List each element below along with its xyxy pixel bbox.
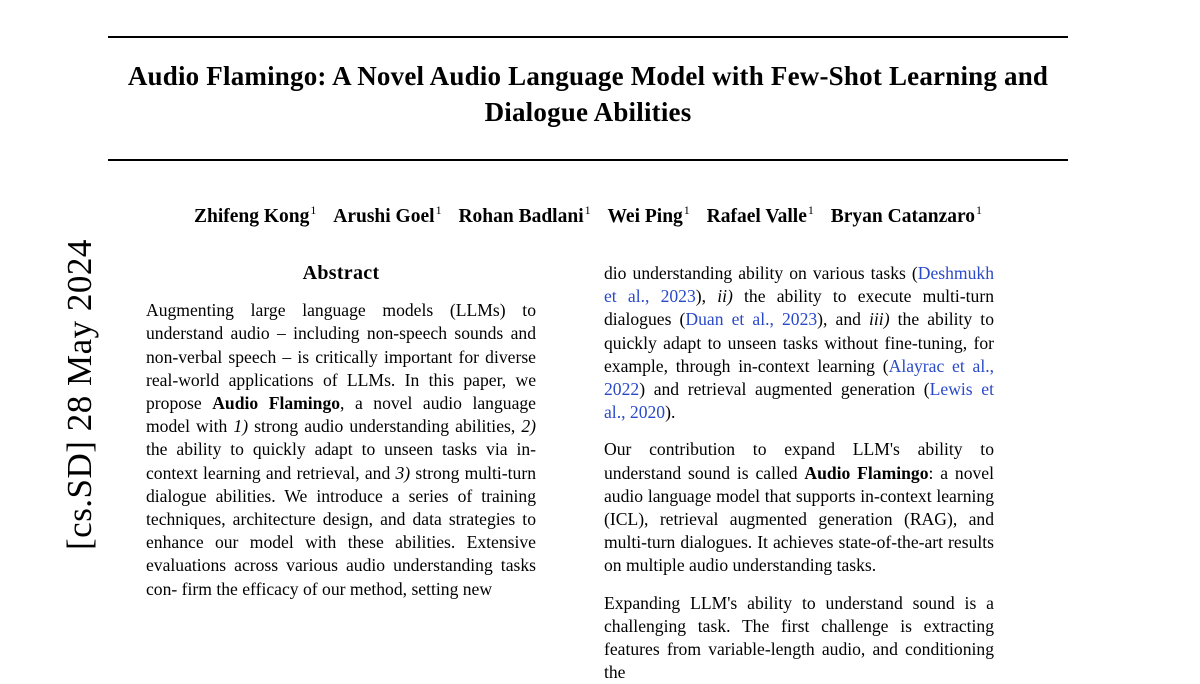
abstract-model-name: Audio Flamingo (212, 393, 341, 414)
abstract-text: strong multi-turn dialogue abilities. We introduce a series of training techniques, architecture design, and data strategies to enhance our model with these abilities. Extensive evaluations across various audio understanding tasks con- (146, 462, 536, 599)
body-text: ). (665, 402, 676, 423)
intro-paragraph-1 (604, 262, 994, 424)
title-rule-top (108, 36, 1068, 38)
author-name: Rafael Valle (706, 205, 807, 227)
enum-ii: ii) (717, 286, 733, 307)
author (607, 203, 690, 227)
body-text: ), and (817, 309, 870, 330)
abstract-text: Augmenting large language models (LLMs) to understand audio – including non-speech sounds and non-verbal speech – is critically important for diverse real-world applications of LLMs. In this paper, we propose (146, 300, 536, 414)
citation-link[interactable]: Lewis et al., 2020 (604, 379, 995, 423)
author-affiliation: 1 (976, 203, 983, 217)
abstract-enum-2: 2) (521, 416, 536, 437)
intro-paragraph-3 (604, 592, 994, 684)
author (706, 203, 814, 227)
author-affiliation: 1 (683, 203, 690, 217)
citation-link[interactable]: Duan et al., 2023 (685, 309, 818, 330)
author-name: Wei Ping (607, 205, 683, 227)
paper-page (100, 0, 1200, 683)
citation-link[interactable]: Deshmukh et al., 2023 (604, 263, 994, 307)
author-name: Zhifeng Kong (193, 205, 310, 227)
abstract-text-cut: firm the efficacy of our method, setting new (181, 578, 493, 599)
author-affiliation: 1 (584, 203, 591, 217)
abstract-paragraph (146, 299, 536, 601)
author-list (108, 203, 1068, 228)
abstract-text: strong audio understanding abilities, (248, 416, 522, 437)
intro-paragraph-2 (604, 438, 994, 577)
author (830, 203, 983, 227)
body-text: dio understanding ability on various tasks ( (604, 263, 918, 283)
arxiv-stamp (0, 0, 100, 648)
body-text: the ability to quickly adapt to unseen tasks without fine-tuning, for example, through in-context learning ( (604, 309, 994, 376)
body-text: : a novel audio language model that supports in-context learning (ICL), retrieval augmented generation (RAG), and multi-turn dialogues. It achieves state-of-the-art results on multiple audio understanding tasks. (604, 462, 995, 576)
author (193, 203, 317, 227)
abstract-enum-3: 3) (395, 462, 411, 483)
arxiv-stamp-text: [cs.SD] 28 May 2024 (60, 239, 99, 550)
author-name: Rohan Badlani (458, 205, 584, 227)
author-affiliation: 1 (807, 203, 814, 217)
abstract-text: the ability to quickly adapt to unseen tasks via in-context learning and retrieval, and (146, 439, 536, 483)
title-rule-bottom (108, 159, 1068, 161)
body-text: ), (695, 286, 718, 307)
body-text: Expanding LLM's ability to understand sound is a challenging task. The first challenge is extracting features from variable-length audio, and conditioning the (604, 592, 994, 683)
author-affiliation: 1 (435, 203, 442, 217)
author (458, 203, 591, 227)
author (333, 203, 442, 227)
right-column (604, 262, 994, 684)
page-title: Audio Flamingo: A Novel Audio Language Model with Few-Shot Learning and Dialogue Abilities (127, 61, 1049, 127)
left-column (146, 262, 536, 601)
citation-link[interactable]: Alayrac et al., 2022 (604, 355, 994, 400)
enum-iii: iii) (869, 309, 890, 330)
author-name: Arushi Goel (333, 205, 435, 227)
abstract-heading: Abstract (302, 262, 380, 284)
body-text: the ability to execute multi-turn dialogues ( (604, 286, 994, 330)
abstract-text: , a novel audio language model with (146, 393, 536, 437)
two-column-body (100, 262, 1200, 683)
abstract-enum-1: 1) (233, 416, 249, 437)
model-name: Audio Flamingo (804, 462, 929, 483)
author-affiliation: 1 (310, 203, 317, 217)
body-text: ) and retrieval augmented generation ( (639, 379, 930, 400)
body-text: Our contribution to expand LLM's ability to understand sound is called (604, 439, 994, 483)
author-name: Bryan Catanzaro (830, 205, 976, 227)
